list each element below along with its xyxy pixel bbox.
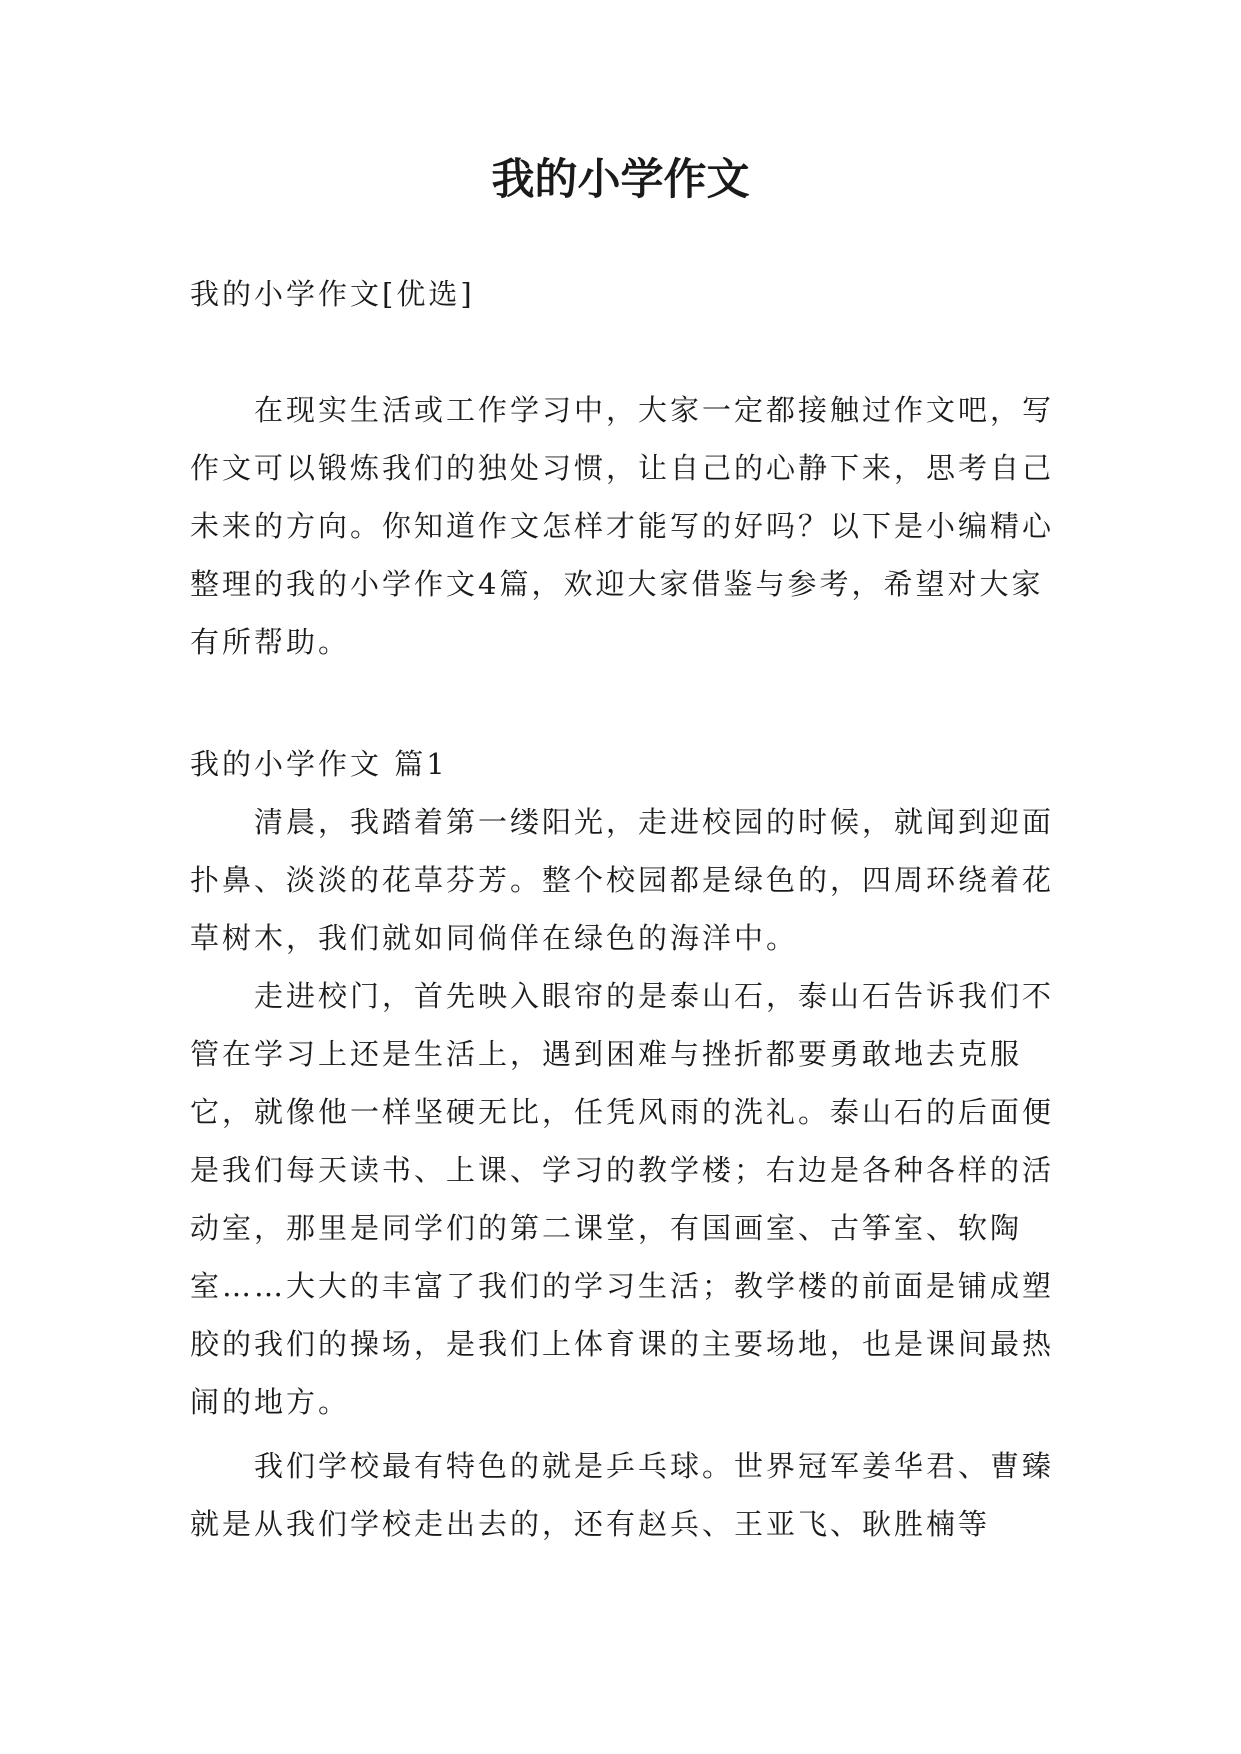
body-paragraph: 我们学校最有特色的就是乒乓球。世界冠军姜华君、曹臻就是从我们学校走出去的，还有赵兵、王亚飞、耿胜楠等 (190, 1449, 1055, 1541)
intro-paragraph: 在现实生活或工作学习中，大家一定都接触过作文吧，写作文可以锻炼我们的独处习惯，让自己的心静下来，思考自己未来的方向。你知道作文怎样才能写的好吗？以下是小编精心整理的我的小学作文4篇，欢迎大家借鉴与参考，希望对大家有所帮助。 (190, 393, 1055, 659)
document-subtitle: 我的小学作文[优选] (190, 277, 475, 311)
body-paragraph: 清晨，我踏着第一缕阳光，走进校园的时候，就闻到迎面扑鼻、淡淡的花草芬芳。整个校园都是绿色的，四周环绕着花草树木，我们就如同倘佯在绿色的海洋中。 (190, 805, 1055, 955)
section-heading: 我的小学作文 篇1 (190, 747, 448, 781)
body-paragraph: 走进校门，首先映入眼帘的是泰山石，泰山石告诉我们不管在学习上还是生活上，遇到困难与挫折都要勇敢地去克服它，就像他一样坚硬无比，任凭风雨的洗礼。泰山石的后面便是我们每天读书、上课、学习的教学楼；右边是各种各样的活动室，那里是同学们的第二课堂，有国画室、古筝室、软陶室……大大的丰富了我们的学习生活；教学楼的前面是铺成塑胶的我们的操场，是我们上体育课的主要场地，也是课间最热闹的地方。 (190, 979, 1055, 1419)
document-title: 我的小学作文 (491, 155, 750, 205)
document-body (190, 265, 1060, 1553)
